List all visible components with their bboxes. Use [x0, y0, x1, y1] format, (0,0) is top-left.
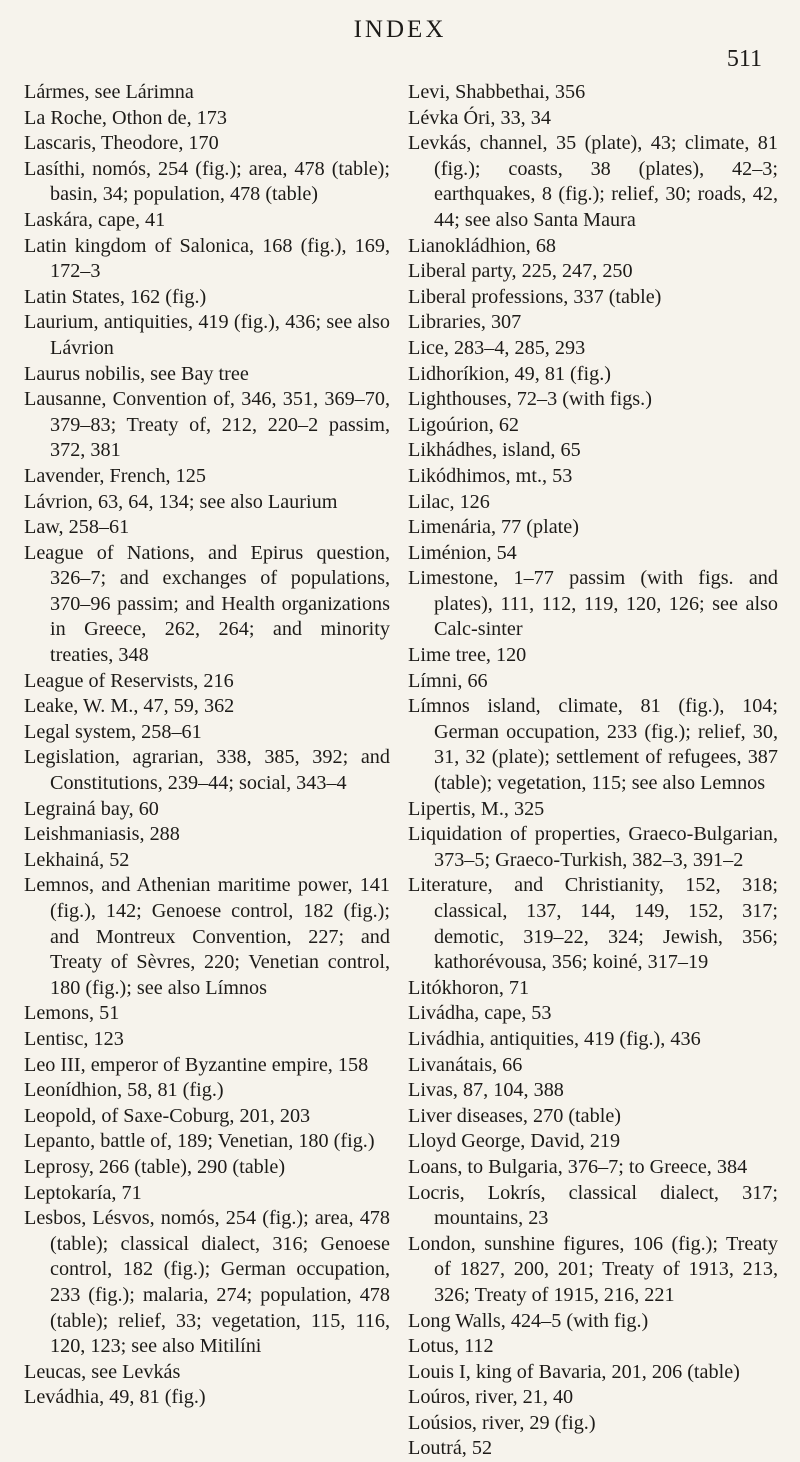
index-entry: Legrainá bay, 60: [24, 797, 159, 820]
index-entry: League of Reservists, 216: [24, 669, 234, 692]
index-entry: Lidhoríkion, 49, 81 (fig.): [408, 362, 611, 385]
index-entry: Lloyd George, David, 219: [408, 1130, 621, 1153]
index-entry: Lotus, 112: [408, 1335, 494, 1358]
index-entry: Liberal party, 225, 247, 250: [408, 260, 633, 283]
index-entry: Leonídhion, 58, 81 (fig.): [24, 1079, 224, 1102]
index-entry: Livanátais, 66: [408, 1053, 523, 1076]
index-entry: Livádha, cape, 53: [408, 1002, 552, 1025]
index-entry: Limestone, 1–77 passim (with figs. and plates), 111, 112, 119, 120, 126; see also Calc-sinter: [408, 567, 778, 641]
index-entry: Loúsios, river, 29 (fig.): [408, 1411, 596, 1434]
index-entry: Lentisc, 123: [24, 1027, 124, 1050]
index-entry: Lévka Óri, 33, 34: [408, 106, 551, 129]
index-entry: Levádhia, 49, 81 (fig.): [24, 1386, 206, 1409]
index-entry: Litókhoron, 71: [408, 976, 530, 999]
index-entry: Lesbos, Lésvos, nomós, 254 (fig.); area, 478 (table); classical dialect, 316; Genoese control, 182 (fig.); German occupation, 233 (fig.); malaria, 274; population, 478 (table); relief, 33; vegetation, 115, 116, 120, 123; see also Mitilíni: [24, 1207, 390, 1358]
index-entry: Lármes, see Lárimna: [24, 81, 194, 103]
index-entry: Lime tree, 120: [408, 644, 527, 667]
index-entry: Lemnos, and Athenian maritime power, 141 (fig.), 142; Genoese control, 182 (fig.); and Montreux Convention, 227; and Treaty of Sèvres, 220; Venetian control, 180 (fig.); see also Límnos: [24, 874, 390, 999]
index-entry: Livas, 87, 104, 388: [408, 1079, 564, 1102]
index-entry: London, sunshine figures, 106 (fig.); Treaty of 1827, 200, 201; Treaty of 1913, 213, 326; Treaty of 1915, 216, 221: [408, 1232, 778, 1306]
index-entry: Liménion, 54: [408, 541, 517, 564]
index-entry: Leake, W. M., 47, 59, 362: [24, 695, 235, 718]
index-entry: Legal system, 258–61: [24, 720, 202, 743]
index-entry: Lekhainá, 52: [24, 848, 130, 871]
index-entry: Lipertis, M., 325: [408, 797, 545, 820]
page-title: INDEX: [353, 16, 447, 43]
index-entry: Literature, and Christianity, 152, 318; classical, 137, 144, 149, 152, 317; demotic, 319–22, 324; Jewish, 356; kathorévousa, 356; koiné, 317–19: [408, 874, 778, 974]
index-entry: Lice, 283–4, 285, 293: [408, 336, 586, 359]
index-entry: Leprosy, 266 (table), 290 (table): [24, 1155, 286, 1178]
running-head: [0, 10, 800, 72]
page-number: 511: [726, 46, 762, 72]
index-entry: Loúros, river, 21, 40: [408, 1386, 574, 1409]
index-entry: Leishmaniasis, 288: [24, 823, 180, 846]
index-entry: Law, 258–61: [24, 516, 130, 539]
index-entry: Lighthouses, 72–3 (with figs.): [408, 388, 652, 411]
index-entry: Laurium, antiquities, 419 (fig.), 436; see also Lávrion: [24, 311, 390, 359]
index-entry: Lasíthi, nomós, 254 (fig.); area, 478 (table); basin, 34; population, 478 (table): [24, 157, 390, 206]
index-entry: Likódhimos, mt., 53: [408, 464, 573, 487]
index-entry: Laurus nobilis, see Bay tree: [24, 362, 249, 385]
index-entry: Laskára, cape, 41: [24, 208, 166, 231]
index-entry: Lausanne, Convention of, 346, 351, 369–70, 379–83; Treaty of, 212, 220–2 passim, 372, 381: [24, 388, 390, 462]
index-entry: Liquidation of properties, Graeco-Bulgarian, 373–5; Graeco-Turkish, 382–3, 391–2: [408, 823, 778, 871]
index-entry: Lianokládhion, 68: [408, 234, 557, 257]
index-entry: Locris, Lokrís, classical dialect, 317; mountains, 23: [408, 1181, 778, 1230]
index-entry: Latin States, 162 (fig.): [24, 285, 207, 308]
index-entry: Loans, to Bulgaria, 376–7; to Greece, 384: [408, 1155, 748, 1178]
index-entry: Leopold, of Saxe-Coburg, 201, 203: [24, 1104, 311, 1127]
index-entry: League of Nations, and Epirus question, 326–7; and exchanges of populations, 370–96 passim; and Health organizations in Greece, 262, 264; and minority treaties, 348: [24, 541, 390, 667]
index-entry: Lavender, French, 125: [24, 464, 206, 487]
index-entry: Livádhia, antiquities, 419 (fig.), 436: [408, 1027, 701, 1050]
index-column-left: [24, 80, 390, 1411]
index-entry: Lepanto, battle of, 189; Venetian, 180 (fig.): [24, 1130, 375, 1153]
index-entry: Límni, 66: [408, 669, 488, 692]
index-entry: Limenária, 77 (plate): [408, 516, 579, 539]
index-entry: Libraries, 307: [408, 311, 522, 334]
index-entry: Levi, Shabbethai, 356: [408, 81, 586, 103]
index-entry: Levkás, channel, 35 (plate), 43; climate, 81 (fig.); coasts, 38 (plates), 42–3; earthquakes, 8 (fig.); relief, 30; roads, 42, 44; see also Santa Maura: [408, 132, 778, 231]
index-entry: Loutrá, 52: [408, 1437, 493, 1460]
index-entry: Long Walls, 424–5 (with fig.): [408, 1309, 649, 1332]
index-entry: Lascaris, Theodore, 170: [24, 132, 219, 155]
index-entry: Latin kingdom of Salonica, 168 (fig.), 169, 172–3: [24, 234, 390, 283]
index-entry: Leo III, emperor of Byzantine empire, 158: [24, 1053, 369, 1076]
index-entry: Límnos island, climate, 81 (fig.), 104; German occupation, 233 (fig.); relief, 30, 31, 32 (plate); settlement of refugees, 387 (table); vegetation, 115; see also Lemnos: [408, 695, 778, 795]
index-entry: Legislation, agrarian, 338, 385, 392; and Constitutions, 239–44; social, 343–4: [24, 746, 390, 795]
index-entry: Lilac, 126: [408, 490, 490, 513]
index-entry: Louis I, king of Bavaria, 201, 206 (table): [408, 1360, 740, 1383]
index-entry: Leucas, see Levkás: [24, 1360, 181, 1383]
index-entry: Liver diseases, 270 (table): [408, 1104, 622, 1127]
index-entry: La Roche, Othon de, 173: [24, 106, 227, 129]
index-entry: Likhádhes, island, 65: [408, 439, 581, 462]
index-column-right: [408, 80, 778, 1462]
index-entry: Lemons, 51: [24, 1002, 120, 1025]
index-entry: Liberal professions, 337 (table): [408, 285, 662, 308]
index-entry: Ligoúrion, 62: [408, 413, 520, 436]
index-entry: Leptokaría, 71: [24, 1181, 142, 1204]
index-entry: Lávrion, 63, 64, 134; see also Laurium: [24, 490, 338, 513]
